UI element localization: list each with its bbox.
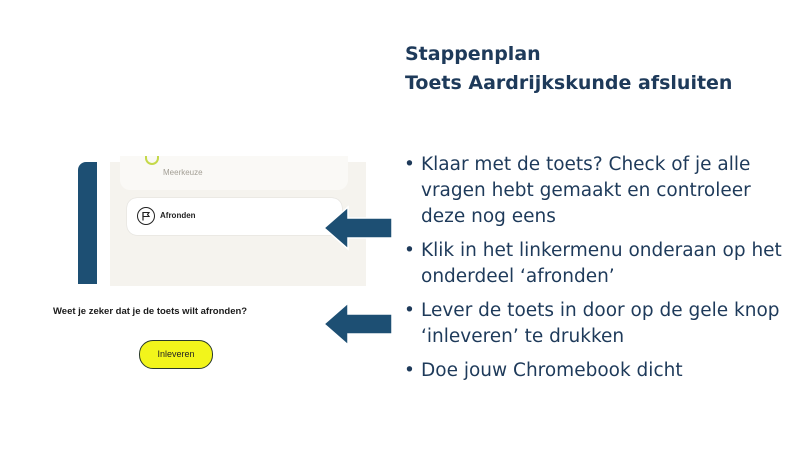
flag-icon — [137, 207, 155, 225]
menu-item-afronden[interactable] — [127, 198, 342, 235]
menu-item-meerkeuze[interactable] — [120, 156, 348, 190]
confirm-question: Weet je zeker dat je de toets wilt afronden? — [53, 306, 248, 317]
title-line-1: Stappenplan — [405, 43, 541, 65]
arrow-left-icon — [322, 301, 394, 347]
menu-item-label: Afronden — [160, 211, 196, 220]
title-line-2: Toets Aardrijkskunde afsluiten — [405, 72, 733, 94]
submit-button[interactable]: Inleveren — [139, 340, 213, 369]
instruction-item: • Lever de toets in door op de gele knop ‘inleveren’ te drukken — [404, 300, 780, 347]
slide-title — [405, 40, 732, 98]
arrow-left-icon — [322, 205, 394, 251]
menu-item-label: Meerkeuze — [163, 168, 203, 177]
instruction-item: • Klaar met de toets? Check of je alle vragen hebt gemaakt en controleer deze nog eens — [404, 154, 751, 227]
instruction-item: • Klik in het linkermenu onderaan op het onderdeel ‘afronden’ — [404, 240, 782, 287]
status-circle-icon — [145, 156, 159, 165]
instruction-list — [404, 152, 789, 392]
instruction-item: • Doe jouw Chromebook dicht — [404, 360, 683, 381]
